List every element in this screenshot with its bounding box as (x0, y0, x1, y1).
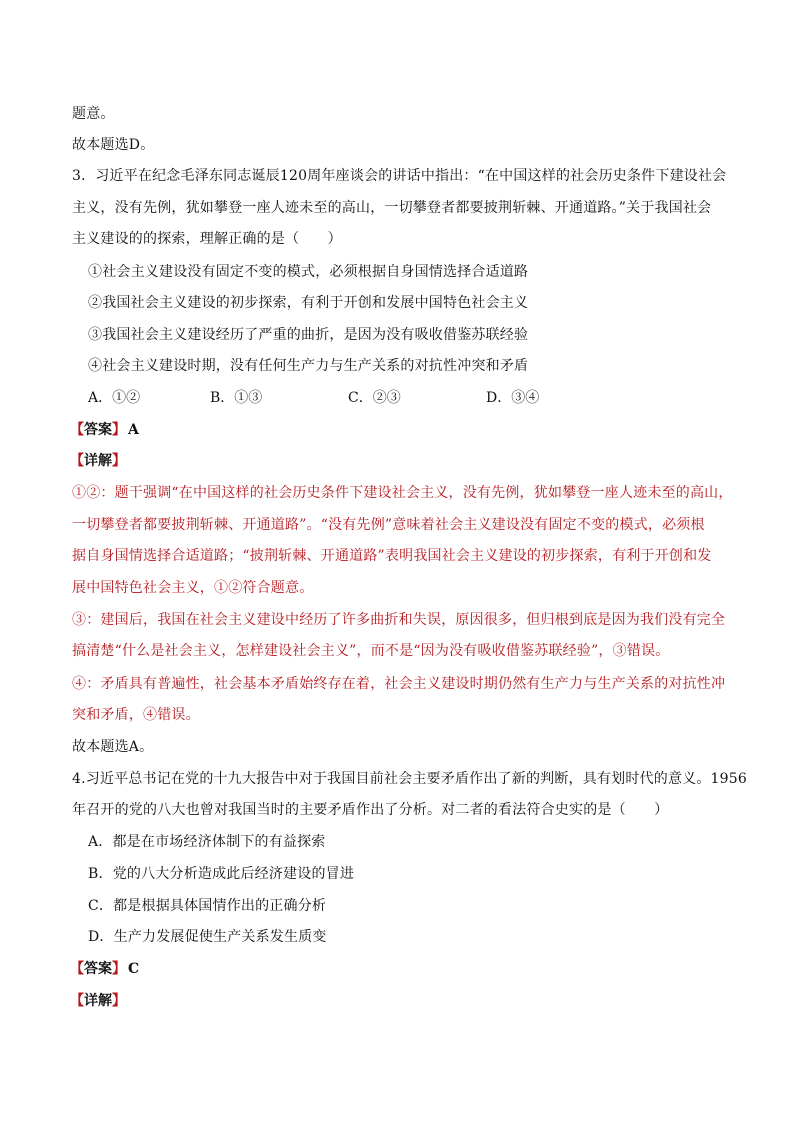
q3-stem-line-3: 主义建设的的探索，理解正确的是（ ） (72, 231, 342, 247)
q3-explanation-3-line-1: ③：建国后，我国在社会主义建设中经历了许多曲折和失误，原因很多，但归根到底是因为我们没有完全 (72, 612, 726, 628)
q3-answer-value: A (128, 422, 139, 438)
prev-question-tail: 题意。 (72, 106, 115, 122)
q3-stem-line-2: 主义，没有先例，犹如攀登一座人迹未至的高山，一切攀登者都要披荆斩棘、开通道路。”关于我国社会 (72, 200, 712, 216)
q4-option-d: D．生产力发展促使生产关系发生质变 (88, 929, 327, 945)
q4-detail-heading: 【详解】 (70, 993, 126, 1009)
q3-stem-line-1: 3．习近平在纪念毛泽东同志诞辰120周年座谈会的讲话中指出：“在中国这样的社会历史条件下建设社会 (72, 168, 727, 184)
q3-statement-1: ①社会主义建设没有固定不变的模式，必须根据自身国情选择合适道路 (88, 264, 529, 280)
q3-explanation-4-line-2: 突和矛盾，④错误。 (72, 707, 200, 723)
q3-detail-label: 详解 (84, 453, 112, 469)
q3-explanation-line-1: ①②：题干强调“在中国这样的社会历史条件下建设社会主义，没有先例，犹如攀登一座人迹未至的高山， (72, 485, 733, 501)
q3-statement-3: ③我国社会主义建设经历了严重的曲折，是因为没有吸收借鉴苏联经验 (88, 327, 529, 343)
q3-conclusion: 故本题选A。 (72, 739, 154, 755)
q4-option-b: B．党的八大分析造成此后经济建设的冒进 (88, 866, 355, 882)
q4-detail-label: 详解 (84, 993, 112, 1009)
q3-answer: 【答案】 A (70, 422, 139, 438)
q3-option-d: D．③④ (486, 390, 540, 406)
q4-option-a: A．都是在市场经济体制下的有益探索 (88, 834, 326, 850)
prev-question-conclusion: 故本题选D。 (72, 137, 155, 153)
q3-explanation-line-2: 一切攀登者都要披荆斩棘、开通道路”。“没有先例”意味着社会主义建设没有固定不变的模式，必须根 (72, 517, 705, 533)
q4-stem-line-2: 年召开的党的八大也曾对我国当时的主要矛盾作出了分析。对二者的看法符合史实的是（ ） (72, 802, 669, 818)
q3-option-b: B．①③ (210, 390, 263, 406)
q3-option-a: A．①② (88, 390, 141, 406)
q4-answer-label: 答案 (84, 961, 112, 977)
q4-stem-line-1: 4.习近平总书记在党的十九大报告中对于我国目前社会主要矛盾作出了新的判断，具有划时代的意义。1956 (72, 771, 747, 787)
q3-explanation-3-line-2: 搞清楚“什么是社会主义，怎样建设社会主义”，而不是“因为没有吸收借鉴苏联经验”，③错误。 (72, 643, 670, 659)
q3-explanation-line-4: 展中国特色社会主义，①②符合题意。 (72, 580, 314, 596)
q3-answer-label: 答案 (84, 422, 112, 438)
q3-option-c: C．②③ (348, 390, 401, 406)
q4-answer-value: C (128, 961, 140, 977)
q3-detail-heading: 【详解】 (70, 453, 126, 469)
q4-option-c: C．都是根据具体国情作出的正确分析 (88, 898, 327, 914)
q3-statement-2: ②我国社会主义建设的初步探索，有利于开创和发展中国特色社会主义 (88, 295, 529, 311)
q4-answer: 【答案】 C (70, 961, 140, 977)
q3-explanation-line-3: 据自身国情选择合适道路；“披荆斩棘、开通道路”表明我国社会主义建设的初步探索，有利于开创和发 (72, 548, 712, 564)
q3-explanation-4-line-1: ④：矛盾具有普遍性，社会基本矛盾始终存在着，社会主义建设时期仍然有生产力与生产关系的对抗性冲 (72, 676, 726, 692)
q3-statement-4: ④社会主义建设时期，没有任何生产力与生产关系的对抗性冲突和矛盾 (88, 358, 529, 374)
